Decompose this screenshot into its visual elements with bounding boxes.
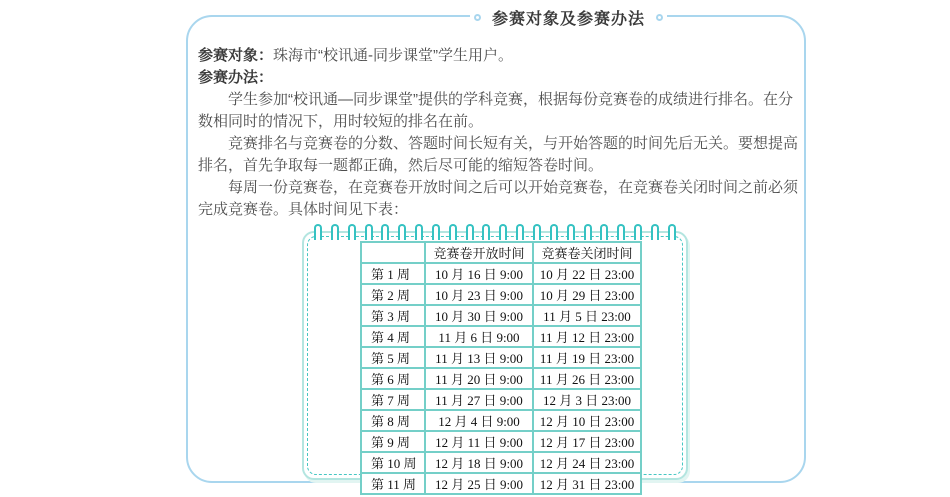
week-cell: 第 8 周 — [361, 410, 425, 431]
participation-method-line — [198, 67, 806, 89]
paragraph: 竞赛排名与竞赛卷的分数、答题时间长短有关，与开始答题的时间先后无关。要想提高排名，首先争取每一题都正确，然后尽可能的缩短答卷时间。 — [198, 135, 799, 174]
ring-icon — [348, 224, 356, 240]
connector-dot-left-icon — [474, 14, 481, 21]
ring-icon — [617, 224, 625, 240]
close-time-cell: 10 月 29 日 23:00 — [533, 284, 641, 305]
open-time-cell: 11 月 20 日 9:00 — [425, 368, 533, 389]
ring-icon — [466, 224, 474, 240]
ring-icon — [365, 224, 373, 240]
ring-icon — [432, 224, 440, 240]
ring-icon — [482, 224, 490, 240]
week-cell: 第 5 周 — [361, 347, 425, 368]
ring-icon — [584, 224, 592, 240]
open-time-cell: 10 月 16 日 9:00 — [425, 263, 533, 284]
close-time-cell: 12 月 10 日 23:00 — [533, 410, 641, 431]
week-cell: 第 9 周 — [361, 431, 425, 452]
table-row — [361, 305, 641, 326]
open-time-cell: 12 月 4 日 9:00 — [425, 410, 533, 431]
paragraph: 学生参加“校讯通—同步课堂”提供的学科竞赛，根据每份竞赛卷的成绩进行排名。在分数相同时的情况下，用时较短的排名在前。 — [198, 91, 793, 130]
close-time-cell: 10 月 22 日 23:00 — [533, 263, 641, 284]
close-time-cell: 11 月 19 日 23:00 — [533, 347, 641, 368]
target-label: 参赛对象： — [198, 47, 274, 64]
week-cell: 第 2 周 — [361, 284, 425, 305]
ring-icon — [651, 224, 659, 240]
ring-icon — [516, 224, 524, 240]
close-time-cell: 11 月 5 日 23:00 — [533, 305, 641, 326]
table-row — [361, 284, 641, 305]
target-text: 珠海市“校讯通-同步课堂”学生用户。 — [273, 47, 514, 64]
table-row — [361, 368, 641, 389]
open-time-cell: 10 月 30 日 9:00 — [425, 305, 533, 326]
schedule-notebook — [302, 231, 688, 492]
table-row — [361, 452, 641, 473]
table-header-row — [361, 242, 641, 263]
week-cell: 第 7 周 — [361, 389, 425, 410]
open-time-cell: 11 月 27 日 9:00 — [425, 389, 533, 410]
connector-dot-right-icon — [656, 14, 663, 21]
close-time-cell: 12 月 3 日 23:00 — [533, 389, 641, 410]
table-row — [361, 389, 641, 410]
open-time-cell: 10 月 23 日 9:00 — [425, 284, 533, 305]
close-time-cell: 12 月 17 日 23:00 — [533, 431, 641, 452]
ring-icon — [415, 224, 423, 240]
table-row — [361, 410, 641, 431]
close-time-cell: 11 月 12 日 23:00 — [533, 326, 641, 347]
table-row — [361, 326, 641, 347]
ring-icon — [533, 224, 541, 240]
binder-rings — [314, 224, 676, 240]
header-week — [361, 242, 425, 263]
ring-icon — [634, 224, 642, 240]
ring-icon — [331, 224, 339, 240]
open-time-cell: 12 月 18 日 9:00 — [425, 452, 533, 473]
paragraph: 每周一份竞赛卷，在竞赛卷开放时间之后可以开始竞赛卷，在竞赛卷关闭时间之前必须完成竞赛卷。具体时间见下表： — [198, 179, 799, 218]
ring-icon — [499, 224, 507, 240]
week-cell: 第 6 周 — [361, 368, 425, 389]
participation-target-line — [198, 45, 806, 67]
intro-text-block — [198, 45, 806, 221]
open-time-cell: 12 月 25 日 9:00 — [425, 473, 533, 494]
close-time-cell: 11 月 26 日 23:00 — [533, 368, 641, 389]
ring-icon — [398, 224, 406, 240]
table-row — [361, 263, 641, 284]
ring-icon — [449, 224, 457, 240]
schedule-table — [360, 241, 642, 495]
header-open-time: 竞赛卷开放时间 — [425, 242, 533, 263]
week-cell: 第 4 周 — [361, 326, 425, 347]
page-title: 参赛对象及参赛办法 — [492, 10, 646, 28]
ring-icon — [600, 224, 608, 240]
ring-icon — [567, 224, 575, 240]
content-panel — [186, 10, 806, 492]
ring-icon — [550, 224, 558, 240]
week-cell: 第 3 周 — [361, 305, 425, 326]
table-row — [361, 431, 641, 452]
week-cell: 第 1 周 — [361, 263, 425, 284]
ring-icon — [668, 224, 676, 240]
open-time-cell: 12 月 11 日 9:00 — [425, 431, 533, 452]
close-time-cell: 12 月 31 日 23:00 — [533, 473, 641, 494]
header-close-time: 竞赛卷关闭时间 — [533, 242, 641, 263]
table-row — [361, 347, 641, 368]
open-time-cell: 11 月 6 日 9:00 — [425, 326, 533, 347]
week-cell: 第 10 周 — [361, 452, 425, 473]
method-label: 参赛办法： — [198, 69, 274, 86]
open-time-cell: 11 月 13 日 9:00 — [425, 347, 533, 368]
ring-icon — [314, 224, 322, 240]
week-cell: 第 11 周 — [361, 473, 425, 494]
close-time-cell: 12 月 24 日 23:00 — [533, 452, 641, 473]
ring-icon — [381, 224, 389, 240]
table-row — [361, 473, 641, 494]
panel-title-wrap — [470, 4, 667, 30]
